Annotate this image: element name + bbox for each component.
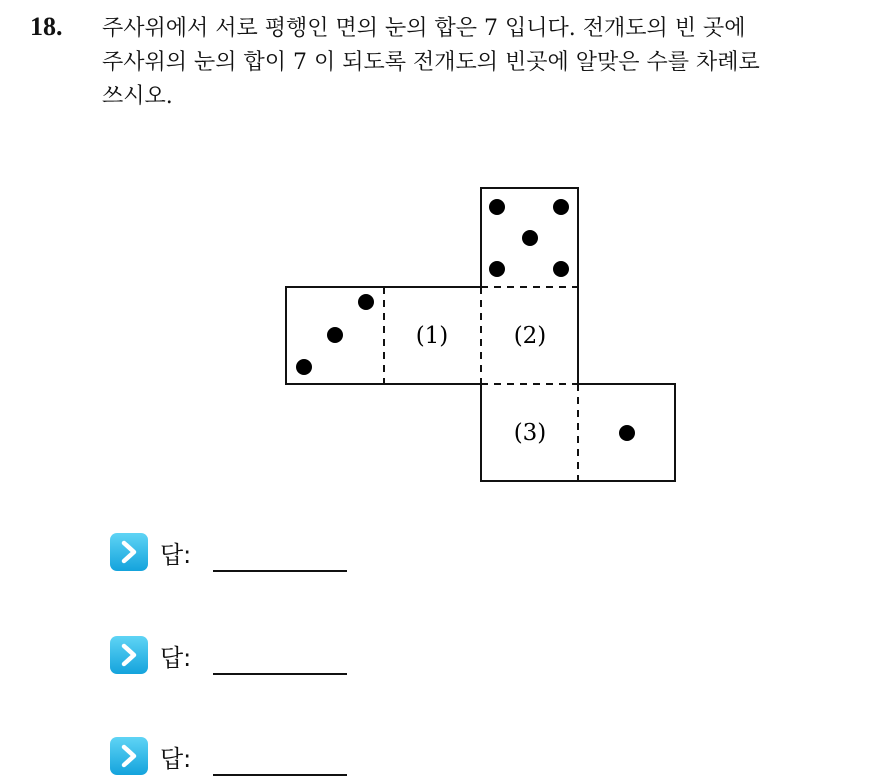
pip	[358, 294, 374, 310]
answer-label: 답:	[160, 745, 192, 773]
chevron-right-icon	[110, 737, 148, 775]
face-label-1: (1)	[415, 323, 449, 349]
pip	[522, 230, 538, 246]
answer-label: 답:	[160, 541, 192, 569]
answer-blank[interactable]	[213, 673, 347, 675]
net-outline	[286, 188, 675, 481]
pip	[553, 261, 569, 277]
question-line: 쓰시오.	[102, 84, 173, 109]
answer-blank[interactable]	[213, 570, 347, 572]
question-number: 18.	[30, 12, 63, 41]
pip	[327, 327, 343, 343]
pip	[489, 261, 505, 277]
face-right-pip	[619, 425, 635, 441]
pip	[553, 199, 569, 215]
face-label-3: (3)	[513, 420, 547, 446]
question-line: 주사위에서 서로 평행인 면의 눈의 합은 7 입니다. 전개도의 빈 곳에	[102, 16, 746, 41]
answer-blank[interactable]	[213, 774, 347, 776]
chevron-right-icon	[110, 533, 148, 571]
face-top-pips	[489, 199, 569, 277]
face-label-2: (2)	[513, 323, 547, 349]
chevron-right-icon	[110, 636, 148, 674]
question-line: 주사위의 눈의 합이 7 이 되도록 전개도의 빈곳에 알맞은 수를 차례로	[102, 50, 760, 75]
pip	[296, 359, 312, 375]
answer-label: 답:	[160, 644, 192, 672]
face-left-pips	[296, 294, 374, 375]
pip	[489, 199, 505, 215]
